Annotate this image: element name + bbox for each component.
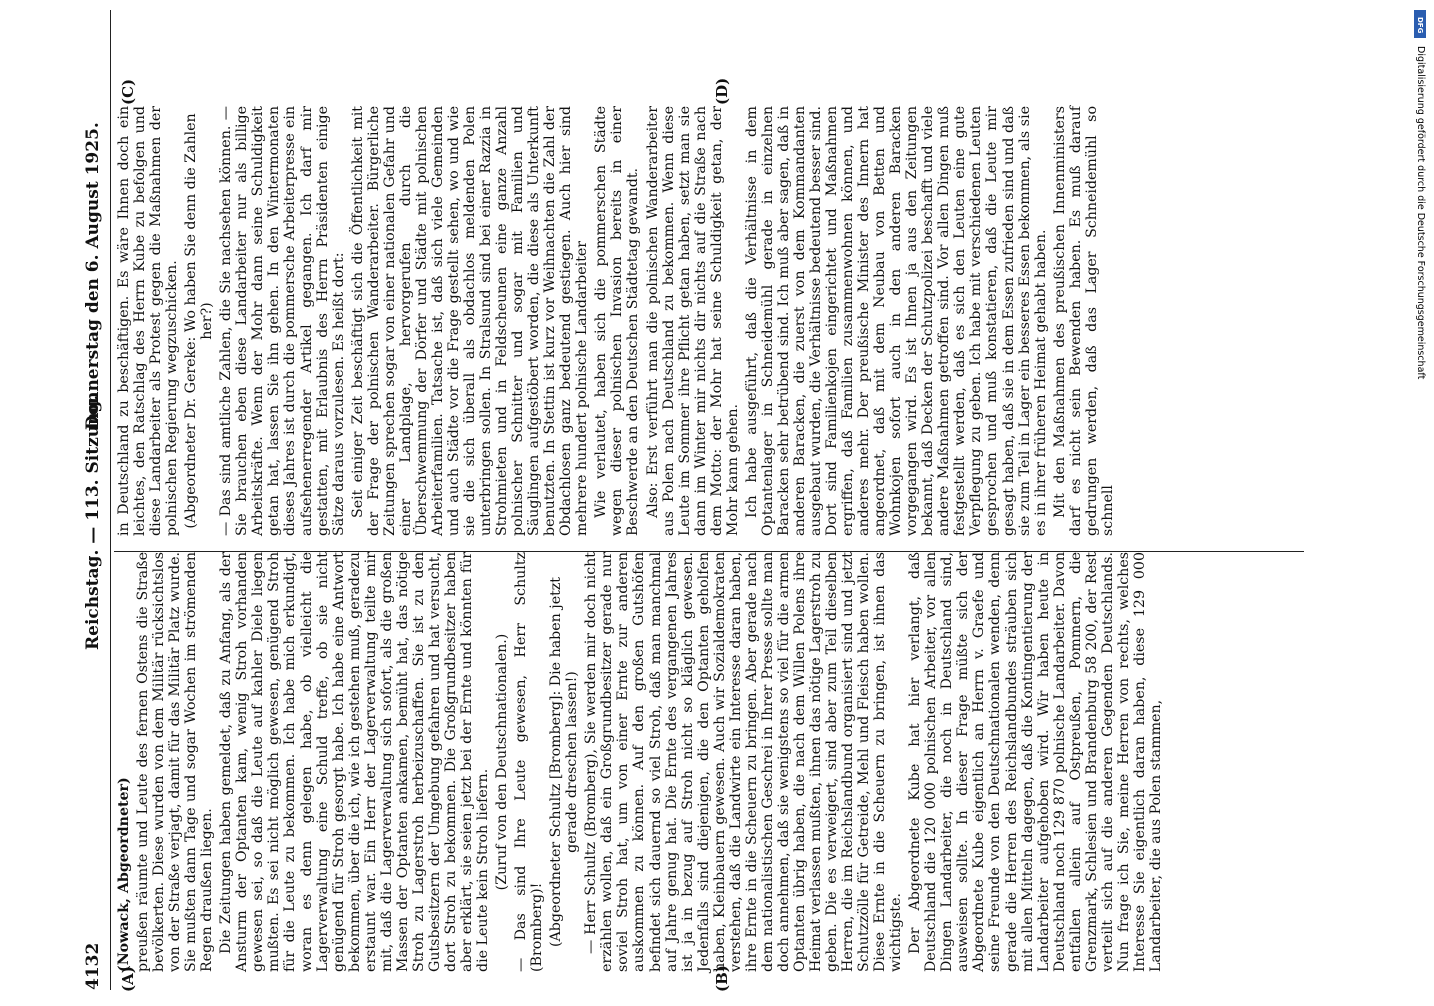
- page-number: 4132: [83, 942, 103, 990]
- margin-marker-b: (B): [713, 965, 731, 992]
- paragraph: Die Zeitungen haben gemeldet, daß zu Anfang, als der Ansturm der Optanten kam, wenig Stroh vorhanden gewesen sei, so daß die Leute auf kahler Diele liegen mußten. Es sei nicht möglich gewesen, genügend Stroh für die Leute zu bekommen. Ich habe mich erkundigt, woran es denn gelegen habe, ob vielleicht die Lagerverwaltung eine Schuld treffe, ob sie nicht genügend für Stroh gesorgt habe. Ich habe eine Antwort bekommen, über die ich, wie ich gestehen muß, geradezu erstaunt war. Ein Herr der Lagerverwaltung teilte mir mit, daß die Lagerverwaltung sich sofort, als die großen Massen der Optanten ankamen, bemüht hat, das nötige Stroh zu Lagerstroh herbeizuschaffen. Sie ist zu den Gutsbesitzern der Umgebung gefahren und hat versucht, dort Stroh zu bekommen. Die Großgrundbesitzer haben aber erklärt, sie seien jetzt bei der Ernte und könnten für die Leute kein Stroh liefern.: [218, 552, 492, 972]
- paragraph: — Herr Schultz (Bromberg), Sie werden mir doch nicht erzählen wollen, daß ein Großgrundbesitzer gerade nur soviel Stroh hat, um von einer Ernte zur anderen auskommen zu können. Auf den großen Gutshöfen befindet sich dauernd so viel Stroh, daß man manchmal auf Jahre genug hat. Die Ernte des vergangenen Jahres ist ja in bezug auf Stroh nicht so kläglich gewesen. Jedenfalls sind diejenigen, die den Optanten geholfen haben, Kleinbauern gewesen. Auch wir Sozialdemokraten verstehen, daß die Landwirte ein Interesse daran haben, ihre Ernte in die Scheuern zu bringen. Aber gerade nach dem nationalistischen Geschrei in Ihrer Presse sollte man doch annehmen, daß sie wenigstens so viel für die armen Optanten übrig haben, die nach dem Willen Polens ihre Heimat verlassen mußten, ihnen das nötige Lagerstroh zu geben. Die es verweigert, sind aber zum Teil dieselben Herren, die im Reichslandbund organisiert sind und jetzt Schutzzölle für Getreide, Mehl und Fleisch haben wollen. Diese Ernte in die Scheuern zu bringen, ist ihnen das wichtigste.: [583, 552, 905, 972]
- paragraph: Ich habe ausgeführt, daß die Verhältnisse in dem Optantenlager in Schneidemühl gerade in einzelnen Baracken sehr betrübend sind. Ich muß aber sagen, daß in anderen Baracken, die zuerst von dem Kommandanten ausgebaut wurden, die Verhältnisse bedeutend besser sind. Dort sind Familienkojen eingerichtet und Maßnahmen ergriffen, daß Familien zusammenwohnen können, und anderes mehr. Der preußische Minister des Innern hat angeordnet, daß mit dem Neubau von Betten und Wohnkojen sofort auch in den anderen Baracken vorgegangen wird. Es ist Ihnen ja aus den Zeitungen bekannt, daß Decken der Schutzpolizei beschafft und viele andere Maßnahmen getroffen sind. Vor allen Dingen muß festgestellt werden, daß es sich den Leuten eine gute Verpflegung zu geben. Ich habe mit verschiedenen Leuten gesprochen und muß konstatieren, daß die Leute mir gesagt haben, daß sie in dem Essen zufrieden sind und daß sie zum Teil in Lager ein besseres Essen bekommen, als sie es in ihrer früheren Heimat gehabt haben.: [743, 106, 1049, 536]
- digitization-credit: [1412, 6, 1430, 991]
- speaker-label: (Nowack, Abgeordneter): [116, 777, 132, 972]
- paragraph: Mit den Maßnahmen des preußischen Innenministers darf es nicht sein Bewenden haben. Es muß darauf gedrungen werden, daß das Lager Schneidemühl so schnell: [1051, 106, 1116, 536]
- interjection: (Zuruf von den Deutschnationalen.): [494, 633, 511, 891]
- paragraph: — Das sind Ihre Leute gewesen, Herr Schultz (Bromberg)!: [513, 552, 546, 972]
- credit-text: Digitalisierung gefördert durch die Deutsche Forschungsgemeinschaft: [1415, 46, 1426, 380]
- session-title: Reichstag. — 113. Sitzung.: [83, 394, 103, 650]
- right-column: [116, 106, 1119, 536]
- interjection: (Abgeordneter Dr. Gereke: Wo haben Sie denn die Zahlen her?): [183, 113, 216, 529]
- page-header: [84, 10, 108, 990]
- paragraph: preußen räumte und Leute des fernen Ostens die Straße bevölkerten. Diese wurden von dem Militär rücksichtslos von der Straße verjagt, damit für das Militär Platz wurde. Sie mußten dann Tage und sogar Wochen im strömenden Regen draußen liegen.: [135, 552, 216, 972]
- session-date: Donnerstag den 6. August 1925.: [83, 122, 103, 430]
- paragraph: Also: Erst verführt man die polnischen Wanderarbeiter aus Polen nach Deutschland zu bekommen. Wenn diese Leute im Sommer ihre Pflicht getan haben, setzt man sie dann im Winter mir nichts dir nichts auf die Straße nach dem Motto: der Mohr hat seine Schuldigkeit getan, der Mohr kann gehen.: [644, 106, 741, 536]
- rotated-sheet: [84, 10, 1324, 990]
- interjection: (Abgeordneter Schultz [Bromberg]: Die haben jetzt gerade dreschen lassen!): [548, 577, 581, 947]
- paragraph: — Das sind amtliche Zahlen, die Sie nachsehen können. — Sie brauchen eben diese Landarbeiter nur als billige Arbeitskräfte. Wenn der Mohr dann seine Schuldigkeit getan hat, lassen Sie ihn gehen. In den Wintermonaten dieses Jahres ist durch die pommersche Arbeiterpresse ein aufsehenerregender Artikel gegangen. Ich darf mir gestatten, mit Erlaubnis des Herrn Präsidenten einige Sätze daraus vorzulesen. Es heißt dort:: [218, 106, 347, 536]
- header-rule: [110, 10, 111, 990]
- paragraph: Der Abgeordnete Kube hat hier verlangt, daß Deutschland die 120 000 polnischen Arbeiter, vor allen Dingen Landarbeiter, die noch in Deutschland sind, ausweisen sollte. In dieser Frage müßte sich der Abgeordnete Kube eigentlich an Herrn v. Graefe und seine Freunde von den Deutschnationalen wenden, denn gerade die Herren des Reichslandbundes sträuben sich mit allen Mitteln dagegen, daß die Kontingentierung der Landarbeiter aufgehoben wird. Wir haben heute in Deutschland noch 129 870 polnische Landarbeiter. Davon entfallen allein auf Ostpreußen, Pommern, die Grenzmark, Schlesien und Brandenburg 58 200, der Rest verteilt sich auf die anderen Gegenden Deutschlands. Nun frage ich Sie, meine Herren von rechts, welches Interesse Sie eigentlich daran haben, diese 129 000 Landarbeiter, die aus Polen stammen,: [907, 552, 1164, 972]
- margin-marker-c: (C): [119, 78, 137, 105]
- left-column: [116, 552, 1167, 972]
- quoted-paragraph: Seit einiger Zeit beschäftigt sich die Öffentlichkeit mit der Frage der polnischen Wanderarbeiter. Bürgerliche Zeitungen sprechen sogar von einer nationalen Gefahr und einer Landplage, hervorgerufen durch die Überschwemmung der Dörfer und Städte mit polnischen Arbeiterfamilien. Tatsache ist, daß sich viele Gemeinden und auch Städte vor die Frage gestellt sehen, wo und wie sie die sich überall als obdachlos meldenden Polen unterbringen sollen. In Stralsund sind bei einer Razzia in Strohmieten und in Feldscheunen eine ganze Anzahl polnischer Schnitter und sogar mit Familien und Säuglingen aufgestöbert worden, die diese als Unterkunft benutzten. In Stettin ist kurz vor Weihnachten die Zahl der Obdachlosen ganz bedeutend gestiegen. Auch hier sind mehrere hundert polnische Landarbeiter: [349, 106, 591, 536]
- dfg-logo: DFG: [1414, 10, 1426, 38]
- quoted-paragraph: Wie verlautet, haben sich die pommerschen Städte wegen dieser polnischen Invasion bereits in einer Beschwerde an den Deutschen Städtetag gewandt.: [593, 106, 642, 536]
- margin-marker-a: (A): [119, 966, 137, 992]
- paragraph: in Deutschland zu beschäftigen. Es wäre Ihnen doch ein leichtes, den Ratschlag des Herrn Kube zu befolgen und diese Landarbeiter als Protest gegen die Maßnahmen der polnischen Regierung wegzuschicken.: [116, 106, 181, 536]
- margin-marker-d: (D): [713, 77, 731, 105]
